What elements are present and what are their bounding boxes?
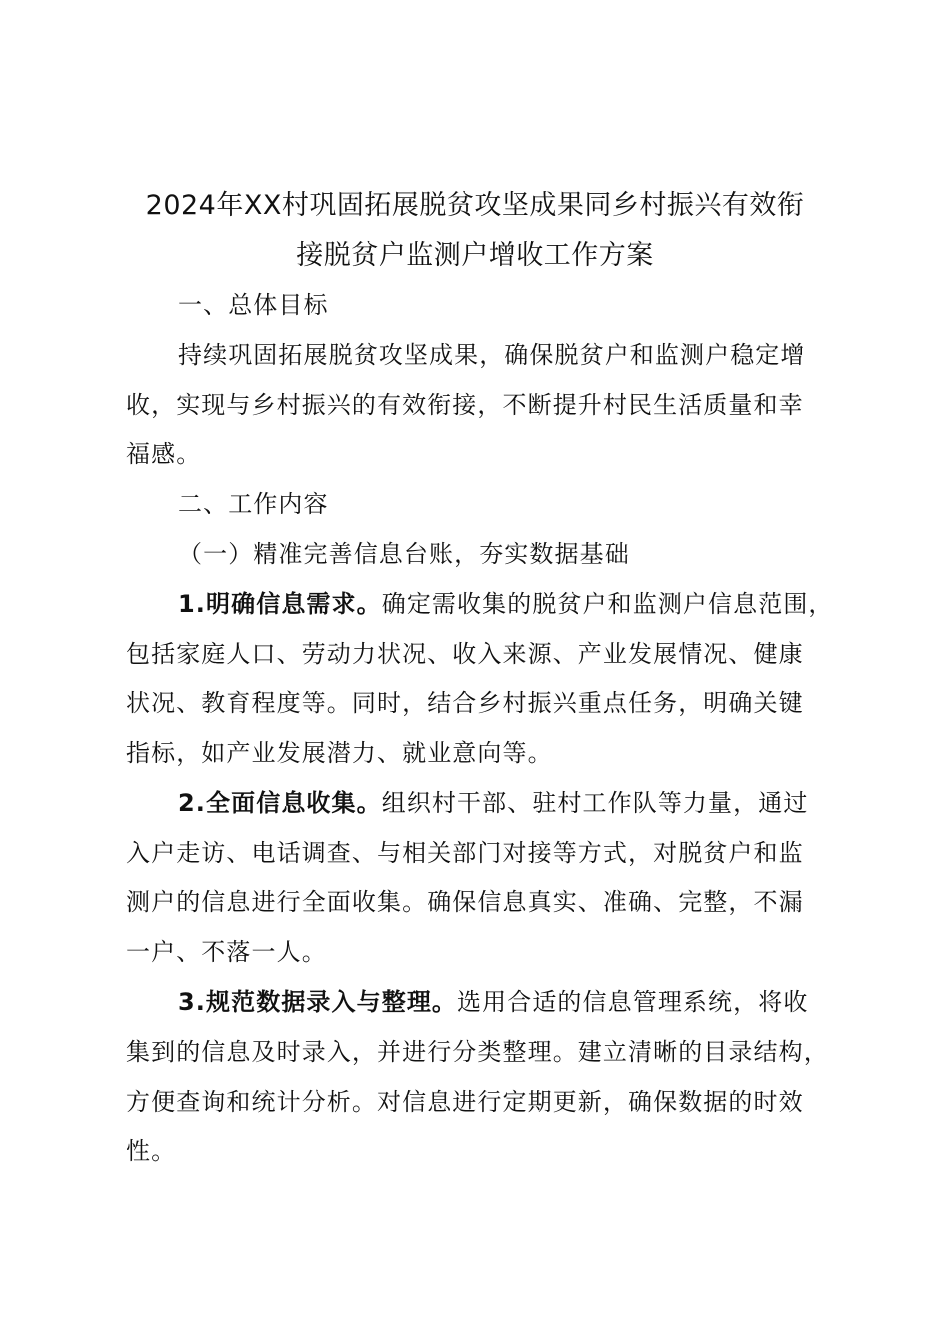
section-heading-goals: 一、总体目标 xyxy=(178,291,329,319)
subsection-heading-1: （一）精准完善信息台账，夯实数据基础 xyxy=(178,540,630,568)
goals-para-line-3: 福感。 xyxy=(126,440,202,468)
item-3-lead: 3.规范数据录入与整理。 xyxy=(178,988,458,1016)
item-1-line-1 xyxy=(178,589,834,619)
title-line-2: 接脱贫户监测户增收工作方案 xyxy=(296,240,654,271)
item-2-line-3: 测户的信息进行全面收集。确保信息真实、准确、完整，不漏 xyxy=(126,888,804,916)
item-2-line-2: 入户走访、电话调查、与相关部门对接等方式，对脱贫户和监 xyxy=(126,839,804,867)
item-1-text: 确定需收集的脱贫户和监测户信息范围， xyxy=(381,590,834,618)
item-1-line-4: 指标，如产业发展潜力、就业意向等。 xyxy=(126,739,553,767)
item-3-line-1 xyxy=(178,987,808,1017)
goals-para-line-1: 持续巩固拓展脱贫攻坚成果，确保脱贫户和监测户稳定增 xyxy=(178,341,806,369)
goals-para-line-2: 收，实现与乡村振兴的有效衔接，不断提升村民生活质量和幸 xyxy=(126,391,804,419)
title-line-1: 2024年XX村巩固拓展脱贫攻坚成果同乡村振兴有效衔 xyxy=(145,190,805,221)
item-3-line-2: 集到的信息及时录入，并进行分类整理。建立清晰的目录结构， xyxy=(126,1038,829,1066)
document-title xyxy=(100,181,850,281)
item-3-line-3: 方便查询和统计分析。对信息进行定期更新，确保数据的时效 xyxy=(126,1088,804,1116)
item-1-line-3: 状况、教育程度等。同时，结合乡村振兴重点任务，明确关键 xyxy=(126,689,804,717)
item-2-lead: 2.全面信息收集。 xyxy=(178,789,382,817)
item-1-lead: 1.明确信息需求。 xyxy=(178,590,382,618)
item-3-text: 选用合适的信息管理系统，将收 xyxy=(457,988,809,1016)
item-2-line-4: 一户、不落一人。 xyxy=(126,938,327,966)
item-1-line-2: 包括家庭人口、劳动力状况、收入来源、产业发展情况、健康 xyxy=(126,640,804,668)
section-heading-content: 二、工作内容 xyxy=(178,490,329,518)
item-2-line-1 xyxy=(178,788,808,818)
item-3-line-4: 性。 xyxy=(126,1137,177,1165)
item-2-text: 组织村干部、驻村工作队等力量，通过 xyxy=(381,789,809,817)
